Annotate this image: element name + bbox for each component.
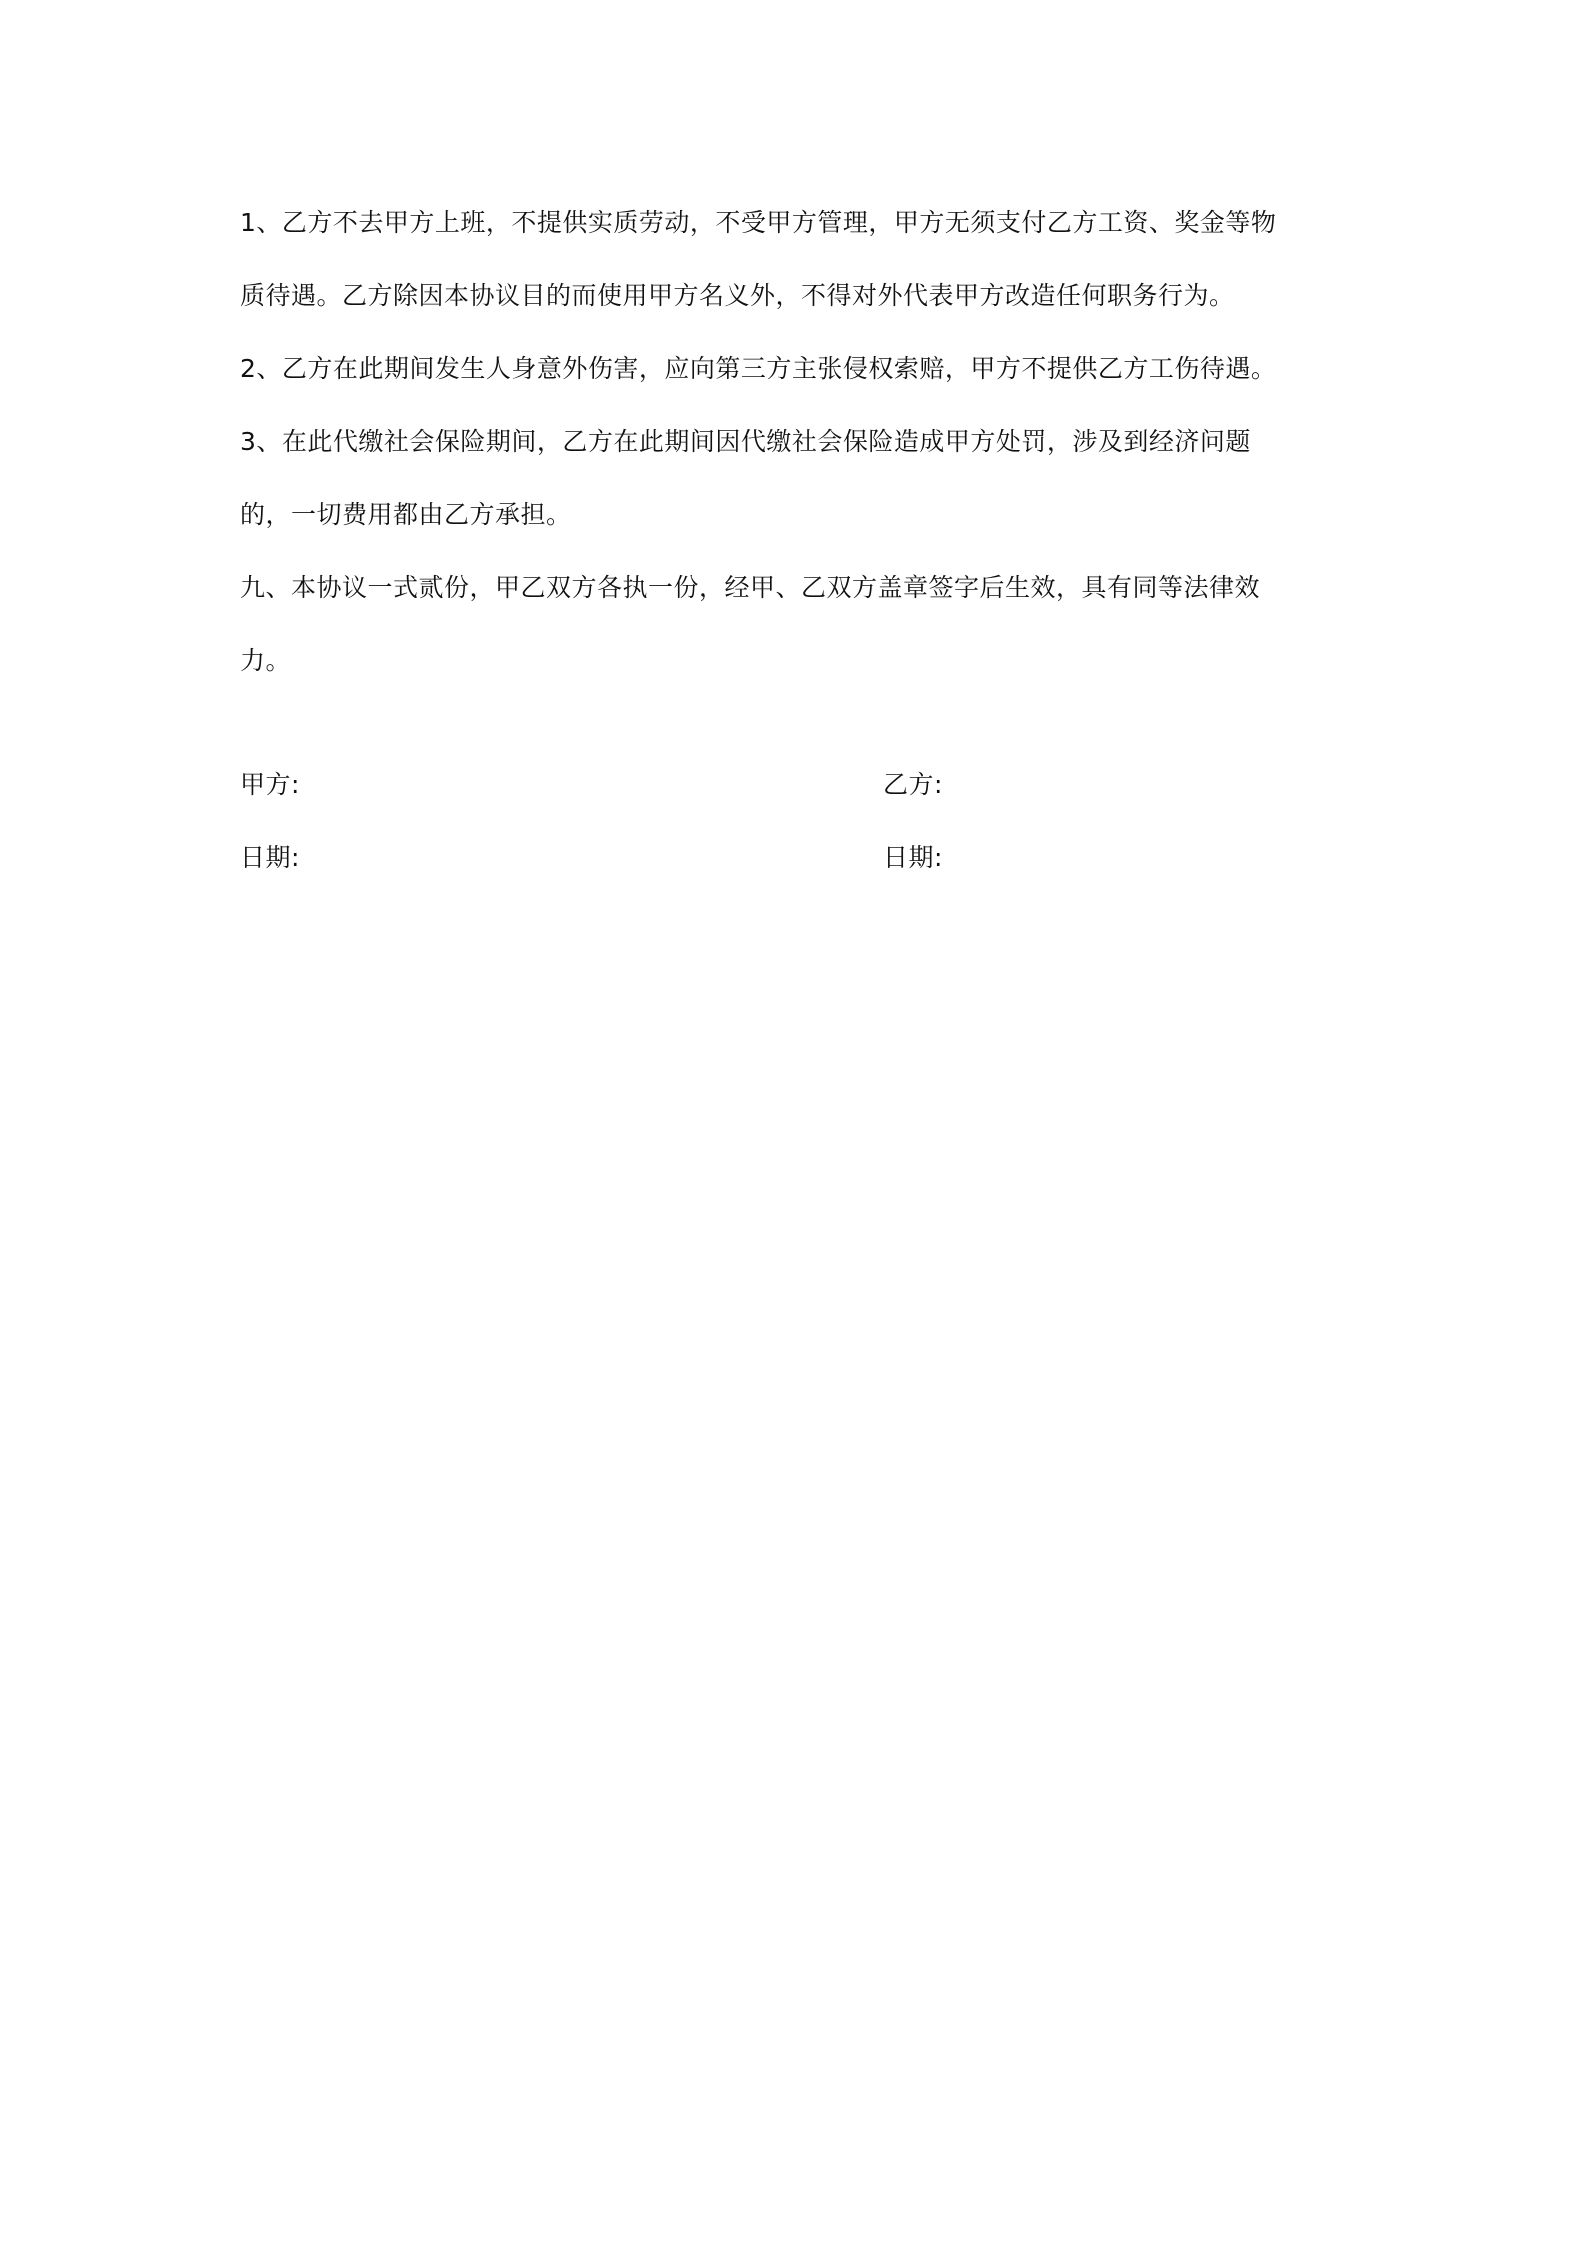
party-a-label: 甲方: [240, 770, 300, 799]
party-b-label: 乙方: [883, 770, 943, 799]
party-b-signature [883, 748, 943, 894]
paragraph-line: 2、乙方在此期间发生人身意外伤害，应向第三方主张侵权索赔，甲方不提供乙方工伤待遇。 [240, 354, 1277, 383]
party-b-date-label: 日期: [883, 843, 943, 872]
signature-block [240, 748, 1350, 908]
paragraph-line: 3、在此代缴社会保险期间，乙方在此期间因代缴社会保险造成甲方处罚，涉及到经济问题 [240, 427, 1251, 456]
paragraph-line: 1、乙方不去甲方上班，不提供实质劳动，不受甲方管理，甲方无须支付乙方工资、奖金等物 [240, 208, 1277, 237]
paragraph-line: 九、本协议一式贰份，甲乙双方各执一份，经甲、乙双方盖章签字后生效，具有同等法律效 [240, 573, 1261, 602]
agreement-body [240, 186, 1350, 697]
party-a-signature [240, 748, 300, 894]
paragraph-line: 的，一切费用都由乙方承担。 [240, 500, 572, 529]
paragraph-line: 力。 [240, 646, 292, 675]
paragraph-line: 质待遇。乙方除因本协议目的而使用甲方名义外，不得对外代表甲方改造任何职务行为。 [240, 281, 1235, 310]
party-a-date-label: 日期: [240, 843, 300, 872]
